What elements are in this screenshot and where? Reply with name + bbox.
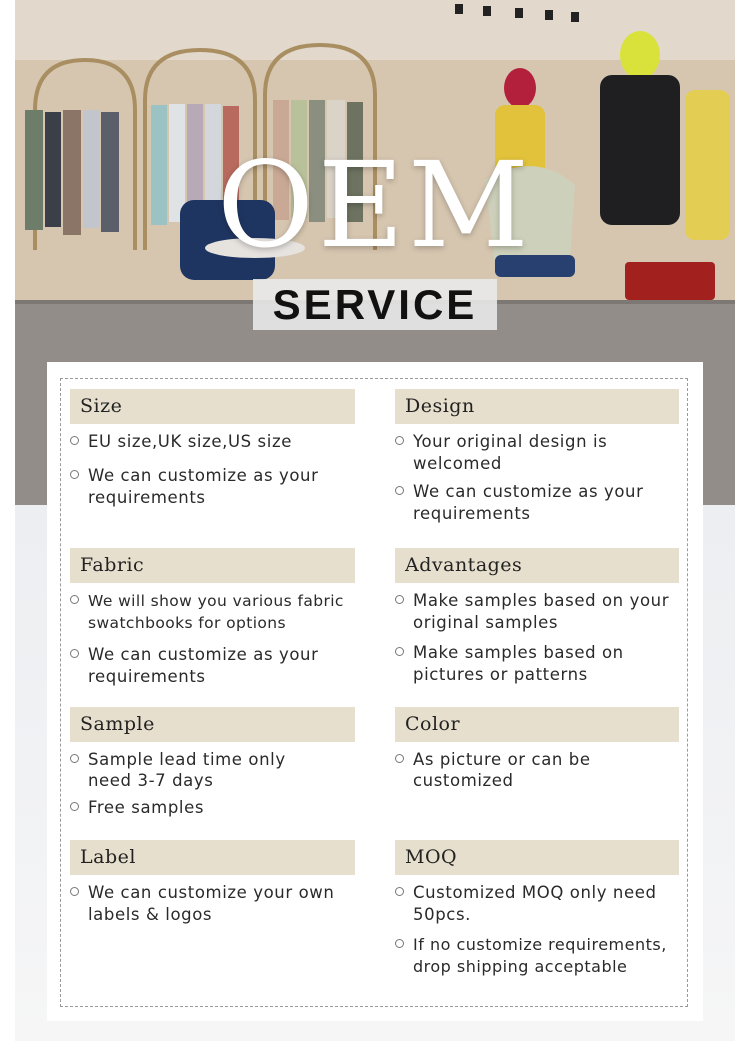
section-title: Advantages — [395, 548, 679, 583]
circle-bullet-icon — [395, 486, 404, 495]
hero-title: OEM — [217, 136, 533, 274]
list-item: We will show you various fabric swatchbooks for options — [70, 590, 355, 634]
section-label — [70, 840, 355, 926]
list-item: Sample lead time only need 3-7 days — [70, 749, 355, 791]
section-fabric — [70, 548, 355, 688]
list-item: Free samples — [70, 797, 355, 819]
section-title: Color — [395, 707, 679, 742]
list-item: We can customize your own labels & logos — [70, 882, 355, 926]
section-title: Design — [395, 389, 679, 424]
circle-bullet-icon — [70, 802, 79, 811]
circle-bullet-icon — [395, 754, 404, 763]
circle-bullet-icon — [395, 436, 404, 445]
circle-bullet-icon — [70, 649, 79, 658]
hero-subtitle: SERVICE — [272, 281, 478, 328]
list-item: We can customize as your requirements — [395, 481, 679, 525]
section-title: Fabric — [70, 548, 355, 583]
circle-bullet-icon — [395, 595, 404, 604]
circle-bullet-icon — [70, 887, 79, 896]
list-item: Make samples based on your original samples — [395, 590, 679, 634]
list-item: We can customize as your requirements — [70, 465, 355, 509]
section-title: Label — [70, 840, 355, 875]
circle-bullet-icon — [395, 939, 404, 948]
section-advantages — [395, 548, 679, 686]
section-title: MOQ — [395, 840, 679, 875]
section-color — [395, 707, 679, 791]
list-item: Customized MOQ only need 50pcs. — [395, 882, 687, 926]
section-title: Sample — [70, 707, 355, 742]
circle-bullet-icon — [395, 887, 404, 896]
section-sample — [70, 707, 355, 819]
circle-bullet-icon — [70, 470, 79, 479]
list-item: We can customize as your requirements — [70, 644, 355, 688]
list-item: Make samples based on pictures or patterns — [395, 642, 679, 686]
list-item: As picture or can be customized — [395, 749, 679, 791]
section-size — [70, 389, 355, 509]
service-card — [47, 362, 703, 1021]
section-title: Size — [70, 389, 355, 424]
hero-subtitle-box — [253, 279, 497, 330]
circle-bullet-icon — [70, 436, 79, 445]
circle-bullet-icon — [395, 647, 404, 656]
list-item: EU size,UK size,US size — [70, 431, 355, 453]
circle-bullet-icon — [70, 595, 79, 604]
list-item: Your original design is welcomed — [395, 431, 679, 475]
section-design — [395, 389, 679, 525]
list-item: If no customize requirements, drop shipping acceptable — [395, 934, 687, 978]
circle-bullet-icon — [70, 754, 79, 763]
section-moq — [395, 840, 687, 978]
